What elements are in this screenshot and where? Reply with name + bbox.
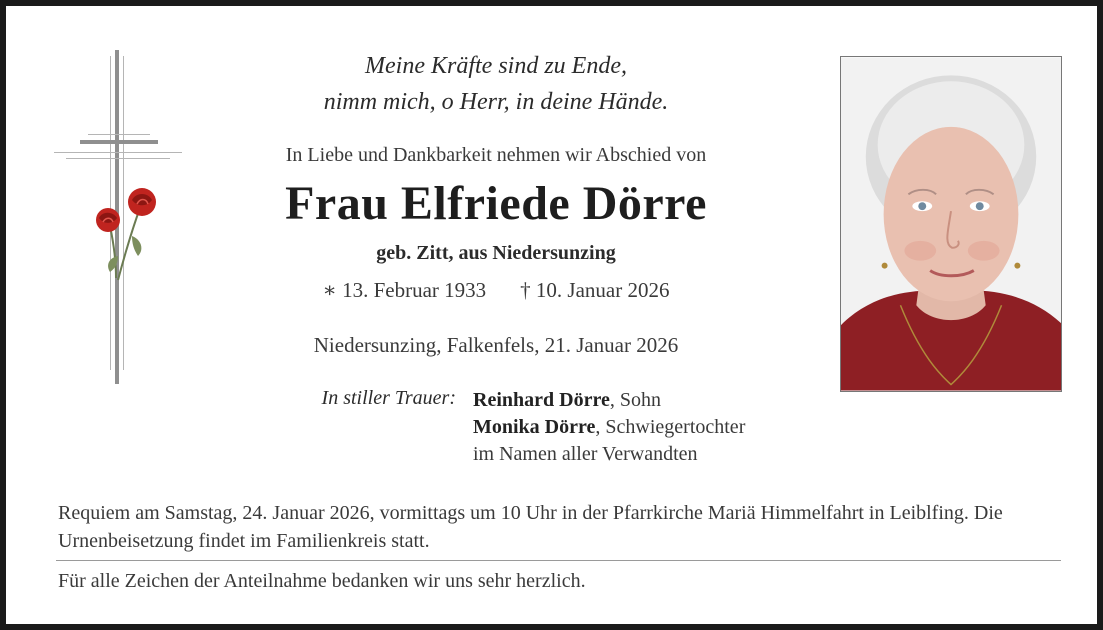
mourner-relation: , Sohn	[609, 389, 661, 411]
life-dates	[236, 278, 756, 303]
verse-line-2: nimm mich, o Herr, in deine Hände.	[323, 89, 669, 115]
portrait-image	[841, 57, 1061, 391]
verse-line-1: Meine Kräfte sind zu Ende,	[365, 53, 627, 79]
mourner-name: Monika Dörre	[473, 416, 596, 438]
portrait-photo	[840, 56, 1062, 392]
deceased-name: Frau Elfriede Dörre	[285, 177, 707, 230]
death-date: † 10. Januar 2026	[520, 278, 670, 302]
place-date: Niedersunzing, Falkenfels, 21. Januar 2026	[313, 333, 679, 357]
mourning-label: In stiller Trauer:	[321, 387, 456, 409]
thanks-note: Für alle Zeichen der Anteilnahme bedanken wir uns sehr herzlich.	[58, 570, 586, 592]
mourner-name: Reinhard Dörre	[473, 389, 610, 411]
mourners-closing: im Namen aller Verwandten	[473, 443, 698, 465]
deceased-origin: geb. Zitt, aus Niedersunzing	[376, 242, 616, 264]
mourner-entry	[473, 414, 833, 441]
mourners-list	[473, 387, 833, 468]
verse	[236, 48, 756, 120]
cross-with-roses-icon	[52, 50, 186, 388]
intro-text: In Liebe und Dankbarkeit nehmen wir Abschied von	[285, 144, 707, 166]
mourner-relation: , Schwiegertochter	[595, 416, 746, 438]
requiem-notice: Requiem am Samstag, 24. Januar 2026, vormittags um 10 Uhr in der Pfarrkirche Mariä Himmelfahrt in Leiblfing. Die Urnenbeisetzung findet im Familienkreis statt.	[58, 502, 1003, 552]
birth-date: ∗ 13. Februar 1933	[322, 278, 487, 302]
mourner-entry	[473, 387, 833, 414]
divider	[56, 560, 1061, 561]
